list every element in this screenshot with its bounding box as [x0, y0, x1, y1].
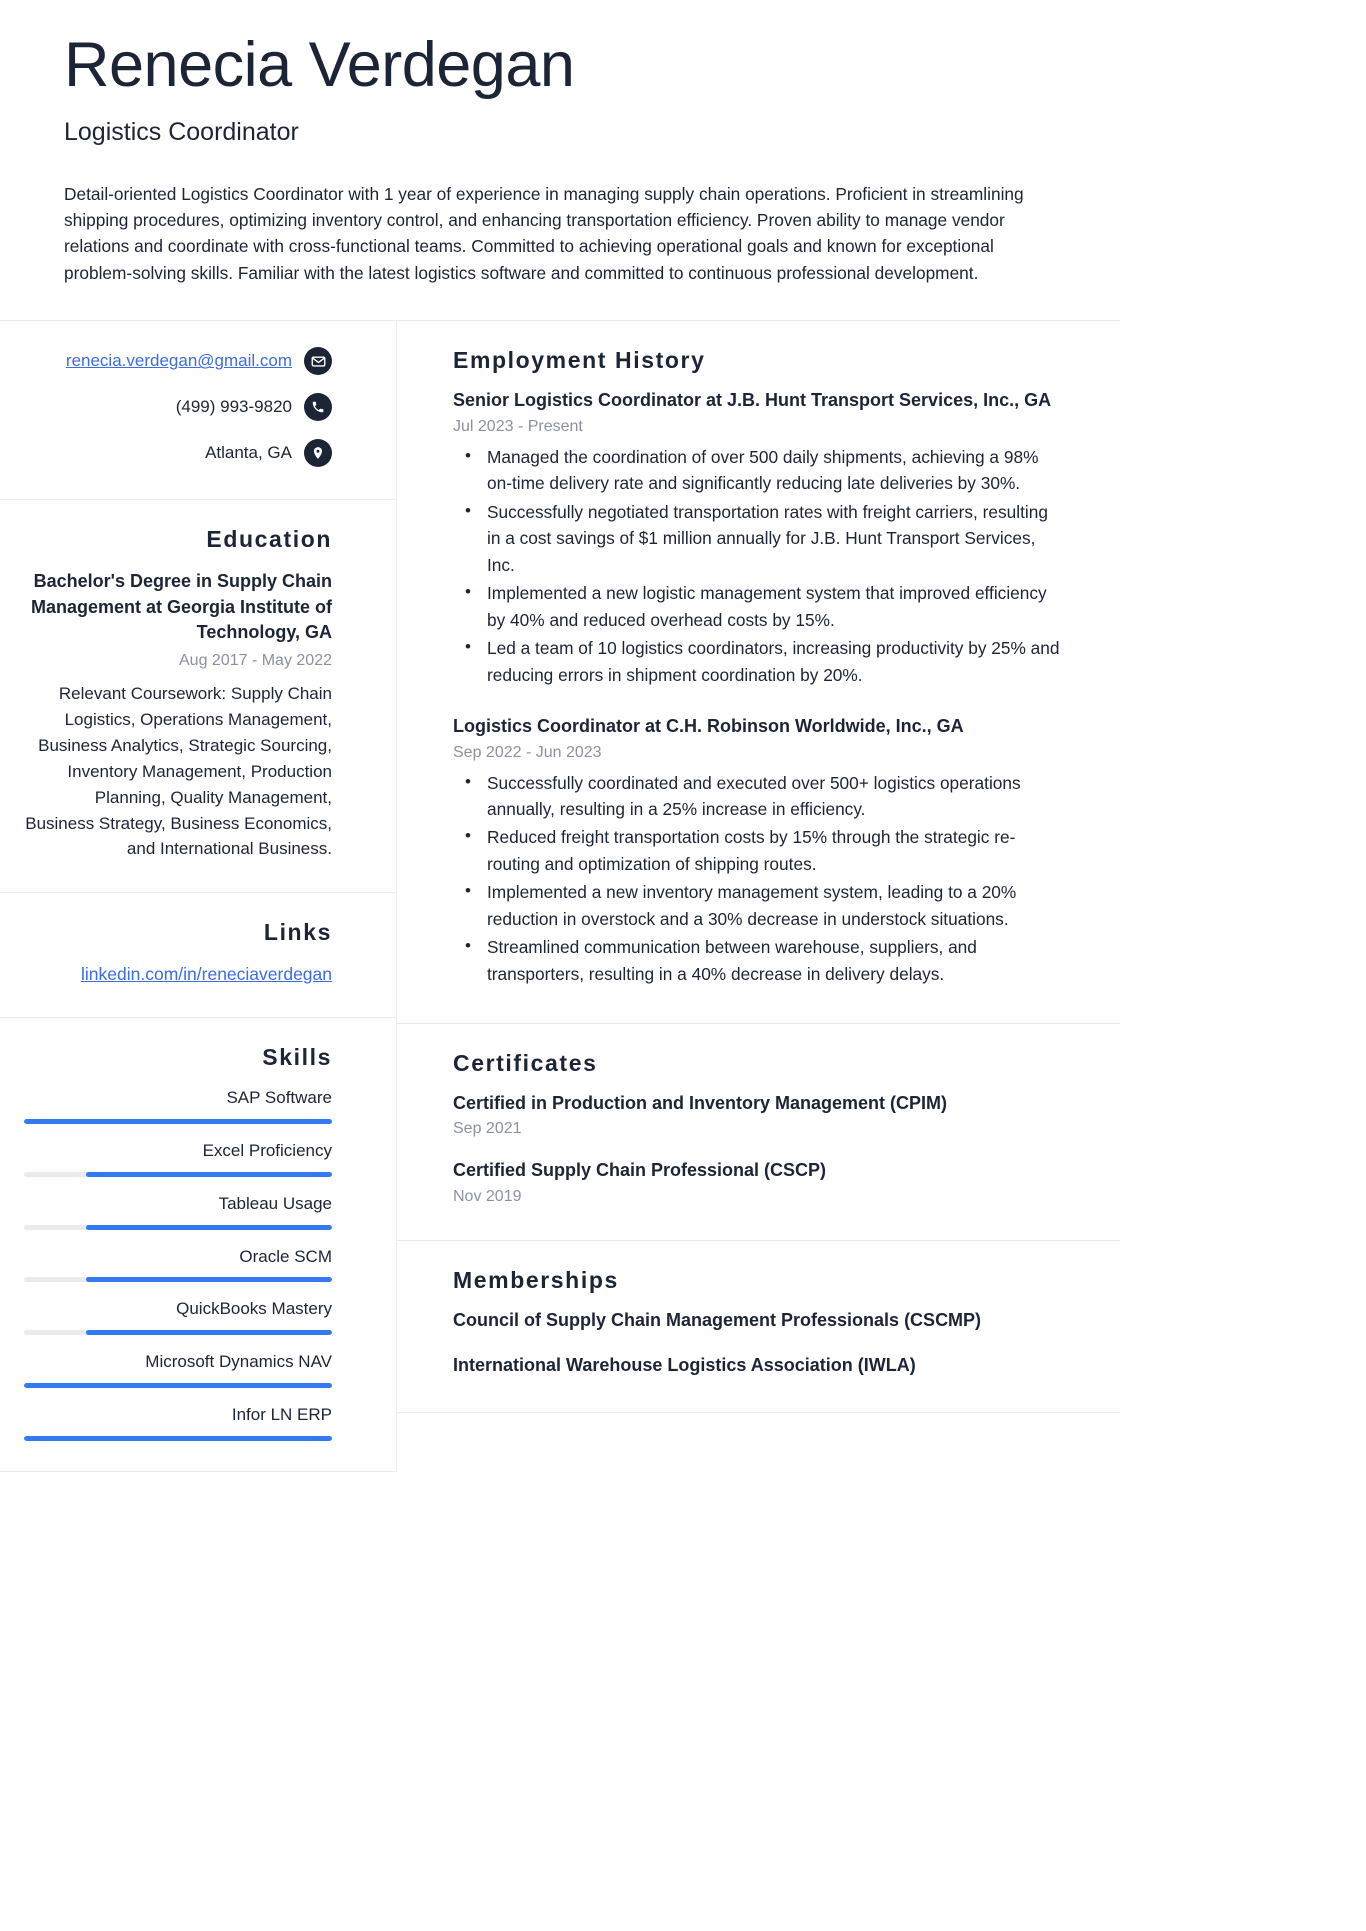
skill-item [24, 1351, 332, 1388]
education-date: Aug 2017 - May 2022 [179, 652, 332, 669]
skill-level-fill [86, 1225, 332, 1230]
jobs-list [453, 388, 1060, 987]
skill-level-bar [24, 1330, 332, 1335]
skill-name: Microsoft Dynamics NAV [145, 1352, 332, 1372]
education-section [0, 500, 396, 893]
envelope-icon [304, 347, 332, 375]
job-heading: Senior Logistics Coordinator at J.B. Hunt Transport Services, Inc., GA [453, 390, 1052, 411]
phone-value: (499) 993-9820 [175, 397, 292, 417]
skill-item [24, 1404, 332, 1441]
skill-name: QuickBooks Mastery [176, 1299, 332, 1319]
skill-item [24, 1246, 332, 1283]
job-bullet: • Successfully negotiated transportation rates with freight carriers, resulting in a cost savings of $1 million annually for J.B. Hunt Transport Services, Inc. [483, 499, 1060, 578]
skill-level-bar [24, 1277, 332, 1282]
job-entry [453, 388, 1060, 688]
job-bullet: • Successfully coordinated and executed over 500+ logistics operations annually, resulting in a 25% increase in efficiency. [483, 770, 1060, 823]
skill-name: Infor LN ERP [231, 1405, 332, 1425]
links-heading: Links [263, 919, 332, 946]
certificate-name: Certified Supply Chain Professional (CSCP) [453, 1160, 827, 1181]
certificate-date: Nov 2019 [453, 1187, 522, 1205]
certificate-item [453, 1091, 1060, 1138]
phone-icon [304, 393, 332, 421]
skill-name: Excel Proficiency [202, 1140, 332, 1160]
memberships-heading: Memberships [453, 1266, 619, 1293]
job-bullet: • Implemented a new logistic management system that improved efficiency by 40% and reduced overhead costs by 15%. [483, 580, 1060, 633]
memberships-list [453, 1308, 1060, 1378]
skill-item [24, 1087, 332, 1124]
main-content [396, 321, 1120, 1472]
email-value[interactable]: renecia.verdegan@gmail.com [65, 351, 292, 371]
sidebar [0, 321, 396, 1472]
education-degree: Bachelor's Degree in Supply Chain Management at Georgia Institute of Technology, GA [30, 571, 332, 643]
skill-name: SAP Software [226, 1087, 332, 1107]
contact-phone-row[interactable] [24, 393, 332, 421]
job-date: Sep 2022 - Jun 2023 [453, 743, 602, 761]
skill-level-fill [24, 1383, 332, 1388]
resume-header [0, 0, 1120, 320]
skills-list [24, 1087, 332, 1442]
job-entry [453, 714, 1060, 987]
skill-level-bar [24, 1119, 332, 1124]
contact-location-row [24, 439, 332, 467]
contact-details-section [0, 321, 396, 500]
job-bullet-list [453, 770, 1060, 988]
certificate-date: Sep 2021 [453, 1120, 522, 1138]
memberships-section [397, 1241, 1120, 1413]
certificates-section [397, 1024, 1120, 1240]
certificate-name: Certified in Production and Inventory Management (CPIM) [453, 1093, 948, 1114]
membership-item: Council of Supply Chain Management Professionals (CSCMP) [453, 1309, 982, 1330]
job-heading: Logistics Coordinator at C.H. Robinson Worldwide, Inc., GA [453, 715, 964, 736]
employment-history-section [397, 321, 1120, 1024]
skill-item [24, 1193, 332, 1230]
main-filler [397, 1413, 1120, 1472]
skill-level-fill [86, 1277, 332, 1282]
link-item-linkedin[interactable]: linkedin.com/in/reneciaverdegan [81, 964, 332, 985]
skill-level-fill [86, 1330, 332, 1335]
skill-level-bar [24, 1225, 332, 1230]
membership-item: International Warehouse Logistics Association (IWLA) [453, 1354, 916, 1375]
education-heading: Education [206, 526, 332, 553]
certificates-heading: Certificates [453, 1050, 598, 1077]
skill-item [24, 1298, 332, 1335]
job-title: Logistics Coordinator [64, 117, 299, 146]
job-bullet: • Reduced freight transportation costs by 15% through the strategic re-routing and optimization of shipping routes. [483, 824, 1060, 877]
skill-level-bar [24, 1436, 332, 1441]
skill-name: Tableau Usage [218, 1193, 332, 1213]
skill-level-bar [24, 1383, 332, 1388]
employment-history-heading: Employment History [453, 347, 706, 374]
job-bullet: • Implemented a new inventory management system, leading to a 20% reduction in overstock and a 30% decrease in understock situations. [483, 879, 1060, 932]
education-item [24, 569, 332, 862]
profile-summary: Detail-oriented Logistics Coordinator with 1 year of experience in managing supply chain operations. Proficient in streamlining shipping procedures, optimizing inventory control, and enhancing transportation efficiency. Proven ability to manage vendor relations and coordinate with cross-functional teams. Committed to achieving operational goals and known for exceptional problem-solving skills. Familiar with the latest logistics software and committed to continuous professional development. [64, 183, 1024, 283]
job-bullet-list [453, 444, 1060, 688]
links-section [0, 893, 396, 1018]
certificates-list [453, 1091, 1060, 1205]
page-title: Renecia Verdegan [64, 30, 575, 100]
certificate-item [453, 1158, 1060, 1205]
skill-item [24, 1140, 332, 1177]
map-pin-icon [304, 439, 332, 467]
resume-body [0, 320, 1120, 1472]
job-date: Jul 2023 - Present [453, 417, 583, 435]
job-bullet: • Managed the coordination of over 500 daily shipments, achieving a 98% on-time delivery rate and significantly reducing late deliveries by 30%. [483, 444, 1060, 497]
skill-level-fill [86, 1172, 332, 1177]
skill-level-fill [24, 1119, 332, 1124]
job-bullet: • Streamlined communication between warehouse, suppliers, and transporters, resulting in a 40% decrease in delivery delays. [483, 934, 1060, 987]
skill-level-bar [24, 1172, 332, 1177]
education-description: Relevant Coursework: Supply Chain Logistics, Operations Management, Business Analytics, Strategic Sourcing, Inventory Management, Production Planning, Quality Management, Business Strategy, Business Economics, and International Business. [25, 684, 332, 859]
skills-heading: Skills [262, 1043, 332, 1070]
job-bullet: • Led a team of 10 logistics coordinators, increasing productivity by 25% and reducing errors in shipment coordination by 20%. [483, 635, 1060, 688]
skill-name: Oracle SCM [239, 1246, 332, 1266]
skills-section [0, 1018, 396, 1473]
skill-level-fill [24, 1436, 332, 1441]
contact-email-row[interactable] [24, 347, 332, 375]
location-value: Atlanta, GA [205, 443, 292, 463]
